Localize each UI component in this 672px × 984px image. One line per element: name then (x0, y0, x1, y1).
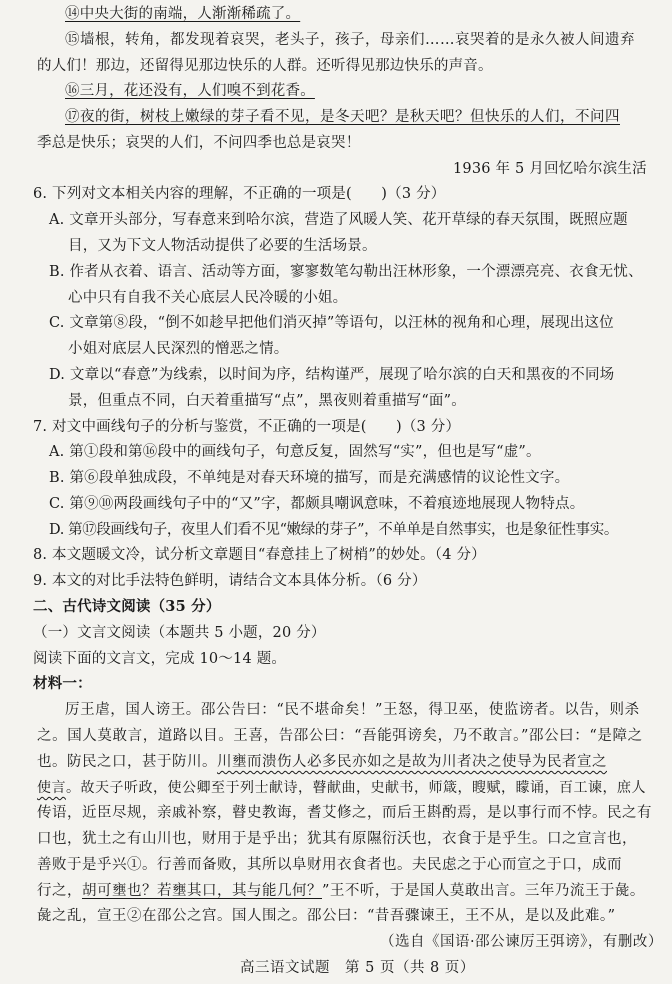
q7-option-b: B. 第⑥段单独成段，不单纯是对春天环境的描写，而是充满感情的议论性文字。 (49, 470, 570, 486)
paragraph-16 (65, 81, 315, 101)
q7-option-d: D. 第⑰段画线句子，夜里人们看不见“嫩绿的芽子”，不单单是自然事实，也是象征性事实。 (49, 522, 618, 538)
q6-option-a-line-2: 目，又为下文人物活动提供了必要的生活场景。 (68, 238, 377, 254)
material-label: 材料一： (33, 675, 92, 692)
underlined-question: 胡可壅也？若壅其口，其与能几何？ (82, 883, 322, 899)
wavy-underlined-sentence-end: 使言 (37, 780, 66, 796)
q6-option-b-line-2: 心中只有自我不关心底层人民冷暖的小姐。 (68, 290, 348, 306)
paragraph-14 (65, 4, 300, 24)
classical-line-3: 也。防民之口，甚于防川。川壅而溃伤人必多民亦如之是故为川者决之使导为民者宣之 (37, 754, 607, 770)
classical-line-7: 善败于是乎兴①。行善而备败，其所以阜财用衣食者也。夫民虑之于心而宣之于口，成而 (37, 857, 622, 873)
wavy-underlined-sentence: 川壅而溃伤人必多民亦如之是故为川者决之使导为民者宣之 (217, 754, 607, 770)
source-note: （选自《国语·邵公谏厉王弭谤》，有删改） (380, 934, 663, 950)
paragraph-17-line-2: 季总是快乐；哀哭的人们，不问四季也总是哀哭！ (37, 135, 361, 151)
paragraph-15-line-2: 的人们！那边，还留得见那边快乐的人群。还听得见那边快乐的声音。 (37, 58, 493, 74)
classical-line-2: 之。国人莫敢言，道路以目。王喜，告邵公曰：“吾能弭谤矣，乃不敢言。”邵公曰：“是障之 (37, 728, 643, 744)
q7-option-c: C. 第⑨⑩两段画线句子中的“又”字，都颇具嘲讽意味，不着痕迹地展现人物特点。 (49, 496, 585, 512)
q6-option-d-line-1: D. 文章以“春意”为线索，以时间为序，结构谨严，展现了哈尔滨的白天和黑夜的不同场 (49, 367, 615, 383)
question-7-stem: 7. 对文中画线句子的分析与鉴赏，不正确的一项是( )（3 分） (33, 419, 461, 435)
underlined-sentence: ⑭中央大街的南端，人渐渐稀疏了。 (65, 6, 301, 22)
q6-option-c-line-1: C. 文章第⑧段，“倒不如趁早把他们消灭掉”等语句，以汪林的视角和心理，展现出这位 (49, 315, 614, 331)
question-6-stem: 6. 下列对文本相关内容的理解，不正确的一项是( )（3 分） (33, 186, 446, 202)
q6-option-a-line-1: A. 文章开头部分，写春意来到哈尔滨，营造了风暖人笑、花开草绿的春天氛围，既照应题 (49, 212, 628, 228)
date-note: 1936 年 5 月回忆哈尔滨生活 (453, 161, 647, 177)
paragraph-17-line-1 (65, 107, 620, 127)
question-8: 8. 本文题暖文冷，试分析文章题目“春意挂上了树梢”的妙处。（4 分） (33, 547, 486, 563)
classical-line-9: 彘之乱，宣王②在邵公之宫。国人围之。邵公曰：“昔吾骤谏王，王不从，是以及此难。” (37, 908, 616, 924)
q6-option-d-line-2: 景，但重点不同，白天着重描写“点”，黑夜则着重描写“面”。 (68, 393, 466, 409)
classical-line-6: 口也，犹土之有山川也，财用于是乎出；犹其有原隰衍沃也，衣食于是乎生。口之宣言也， (37, 831, 637, 847)
paragraph-15-line-1: ⑮墙根，转角，都发现着哀哭，老头子，孩子，母亲们……哀哭着的是永久被人间遗弃 (65, 32, 635, 48)
section-2-subtitle: （一）文言文阅读（本题共 5 小题，20 分） (33, 625, 326, 641)
section-2-title: 二、古代诗文阅读（35 分） (33, 598, 221, 615)
classical-line-1: 厉王虐，国人谤王。邵公告曰：“民不堪命矣！”王怒，得卫巫，使监谤者。以告，则杀 (65, 702, 640, 718)
q6-option-b-line-1: B. 作者从衣着、语言、活动等方面，寥寥数笔勾勒出汪林形象，一个漂漂亮亮、衣食无忧、 (49, 264, 643, 280)
question-9: 9. 本文的对比手法特色鲜明，请结合文本具体分析。（6 分） (33, 573, 427, 589)
page-footer: 高三语文试题 第 5 页（共 8 页） (240, 960, 475, 976)
classical-line-5: 传语，近臣尽规，亲戚补察，瞽史教诲，耆艾修之，而后王斟酌焉，是以事行而不悖。民之有 (37, 805, 652, 821)
q7-option-a: A. 第①段和第⑯段中的画线句子，句意反复，固然写“实”，但也是写“虚”。 (49, 444, 541, 460)
reading-instruction: 阅读下面的文言文，完成 10～14 题。 (33, 651, 287, 667)
classical-line-8: 行之，胡可壅也？若壅其口，其与能几何？”王不听，于是国人莫敢出言。三年乃流王于彘。 (37, 883, 645, 899)
classical-line-4: 使言。故天子听政，使公卿至于列士献诗，瞽献曲，史献书，师箴，瞍赋，矇诵，百工谏，庶人 (37, 780, 646, 796)
underlined-sentence: ⑯三月，花还没有，人们嗅不到花香。 (65, 83, 315, 99)
q6-option-c-line-2: 小姐对底层人民深烈的憎恶之情。 (68, 341, 289, 357)
underlined-sentence: ⑰夜的街，树枝上嫩绿的芽子看不见，是冬天吧？是秋天吧？但快乐的人们，不问四 (65, 109, 620, 125)
